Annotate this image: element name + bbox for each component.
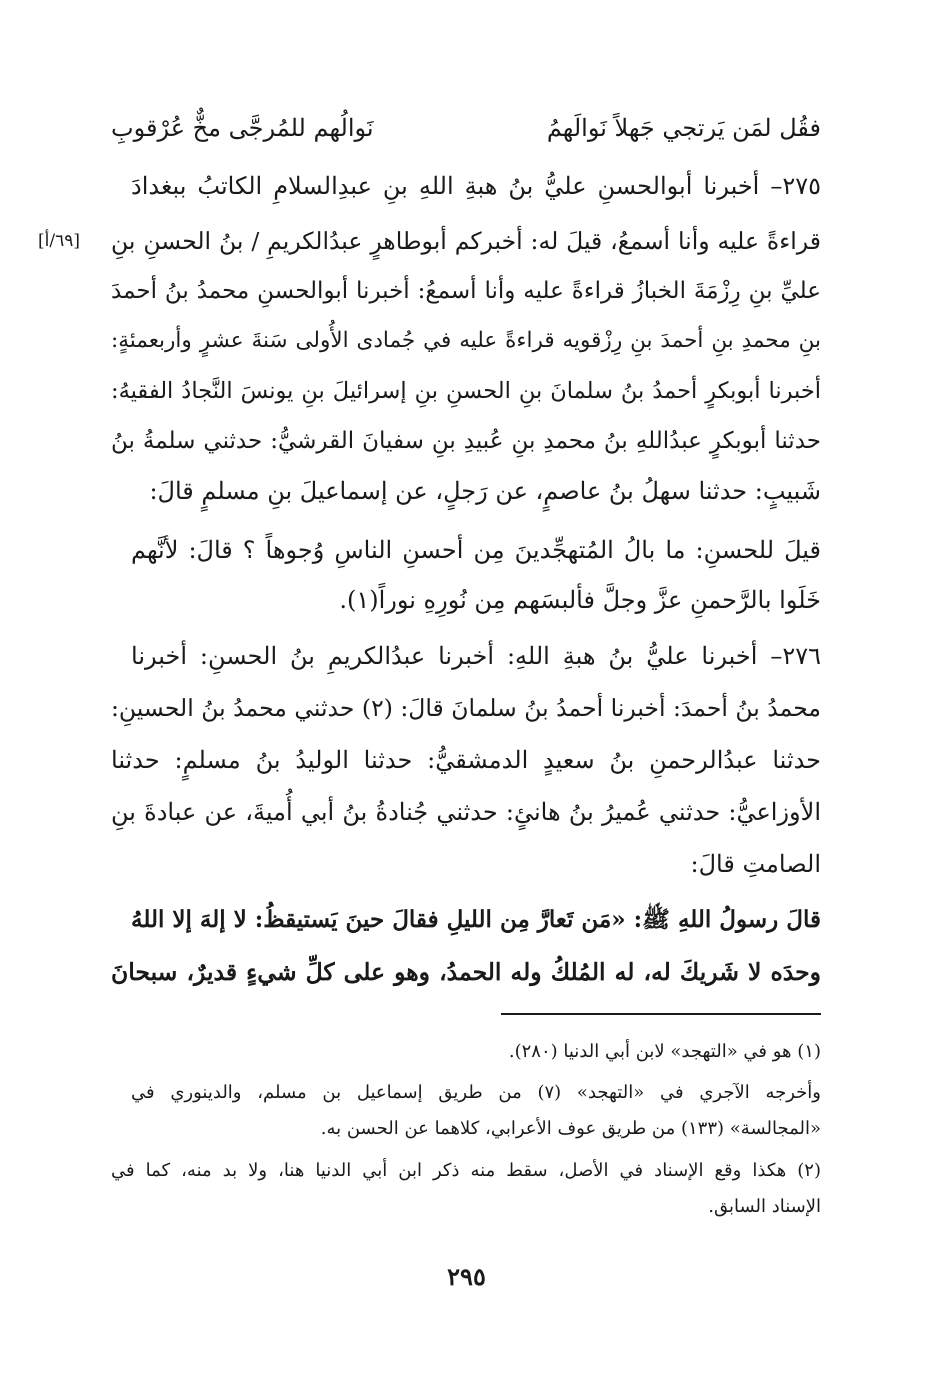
body-line: ٢٧٦– أخبرنا عليُّ بنُ هبةِ اللهِ: أخبرنا عبدُالكريمِ بنُ الحسنِ: أخبرنا [131, 642, 821, 670]
body-line: قراءةً عليه وأنا أسمعُ، قيلَ له: أخبركم أبوطاهرٍ عبدُالكريمِ / بنُ الحسنِ بنِ [111, 227, 821, 255]
body-line: الأوزاعيُّ: حدثني عُميرُ بنُ هانئٍ: حدثني جُنادةُ بنُ أبي أُميةَ، عن عبادةَ بنِ [111, 798, 821, 826]
manuscript-folio-marker: [٦٩/أ] [38, 231, 80, 251]
verse-first-hemistich: فقُل لمَن يَرتجي جَهلاً نَوالَهمُ [546, 114, 821, 142]
body-line: الصامتِ قالَ: [690, 850, 821, 878]
footnote-line: «المجالسة» (١٣٣) من طريق عوف الأعرابي، كلاهما عن الحسن به. [320, 1118, 821, 1139]
body-line: خَلَوا بالرَّحمنِ عزَّ وجلَّ فألبسَهم مِن نُورِهِ نوراً(١). [339, 586, 821, 614]
body-line: بنِ محمدِ بنِ أحمدَ بنِ رِزْقويه قراءةً عليه في جُمادى الأُولى سَنةَ عشرٍ وأربعمئةٍ: [111, 328, 821, 353]
poetry-verse [111, 108, 821, 148]
body-line: حدثنا أبوبكرٍ عبدُاللهِ بنُ محمدِ بنِ عُبيدِ بنِ سفيانَ القرشيُّ: حدثني سلمةُ بنُ [111, 428, 821, 454]
footnote-line: (١) هو في «التهجد» لابن أبي الدنيا (٢٨٠). [508, 1041, 821, 1062]
footnote-separator [501, 1013, 821, 1015]
body-line: قيلَ للحسنِ: ما بالُ المُتهجِّدينَ مِن أحسنِ الناسِ وُجوهاً ؟ قالَ: لأنَّهم [131, 536, 821, 564]
body-line: محمدُ بنُ أحمدَ: أخبرنا أحمدُ بنُ سلمانَ قالَ: (٢) حدثني محمدُ بنُ الحسينِ: [111, 694, 821, 722]
page-number: ٢٩٥ [447, 1262, 486, 1291]
footnote-line: وأخرجه الآجري في «التهجد» (٧) من طريق إسماعيل بن مسلم، والدينوري في [131, 1082, 821, 1103]
body-line: عليِّ بنِ رِزْمَةَ الخبازُ قراءةً عليه وأنا أسمعُ: أخبرنا أبوالحسنِ محمدُ بنُ أحمدَ [111, 278, 821, 304]
footnote-line: (٢) هكذا وقع الإسناد في الأصل، سقط منه ذكر ابن أبي الدنيا هنا، ولا بد منه، كما في [111, 1160, 821, 1181]
hadith-text-line: قالَ رسولُ اللهِ ﷺ: «مَن تَعارَّ مِن الليلِ فقالَ حينَ يَستيقظُ: لا إلهَ إلا اللهُ [131, 906, 821, 933]
body-line: شَبيبٍ: حدثنا سهلُ بنُ عاصمٍ، عن رَجلٍ، عن إسماعيلَ بنِ مسلمٍ قالَ: [149, 477, 821, 505]
body-line: ٢٧٥– أخبرنا أبوالحسنِ عليُّ بنُ هبةِ اللهِ بنِ عبدِالسلامِ الكاتبُ ببغدادَ [131, 172, 821, 200]
verse-second-hemistich: نَوالُهم للمُرجَّى مخٌّ عُرْقوبِ [111, 114, 374, 142]
body-line: حدثنا عبدُالرحمنِ بنُ سعيدٍ الدمشقيُّ: حدثنا الوليدُ بنُ مسلمٍ: حدثنا [111, 746, 821, 774]
hadith-text-line: وحدَه لا شَريكَ له، له المُلكُ وله الحمدُ، وهو على كلِّ شيءٍ قديرٌ، سبحانَ [111, 958, 821, 986]
body-line: أخبرنا أبوبكرٍ أحمدُ بنُ سلمانَ بنِ الحسنِ بنِ إسرائيلَ بنِ يونسَ النَّجادُ الفقيهُ: [111, 378, 821, 404]
footnote-line: الإسناد السابق. [708, 1196, 821, 1217]
